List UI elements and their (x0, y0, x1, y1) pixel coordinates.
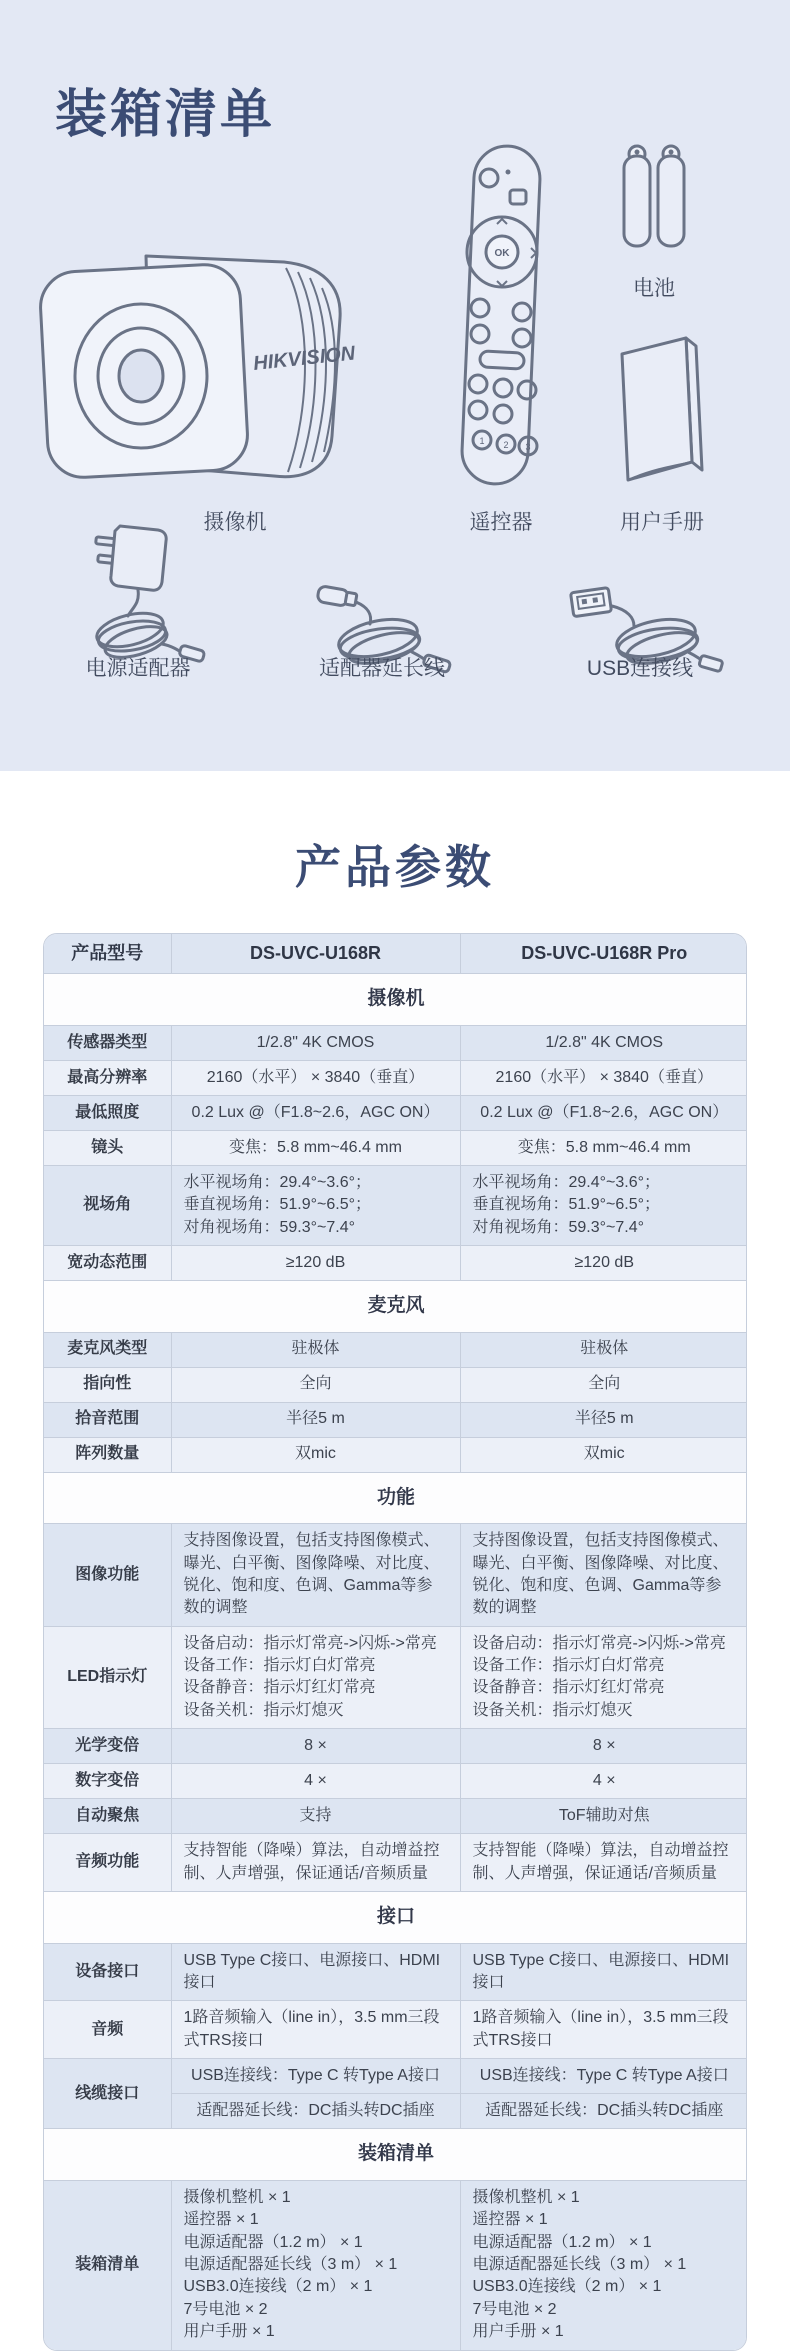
spec-value-col2: 摄像机整机 × 1 遥控器 × 1 电源适配器（1.2 m） × 1 电源适配器延长线（3 m） × 1 USB3.0连接线（2 m） × 1 7号电池 × 2 用户手册 × 1 (460, 2180, 747, 2349)
spec-value-col2: 全向 (460, 1367, 747, 1402)
table-row (44, 1729, 747, 1764)
spec-value-col2: 支持图像设置，包括支持图像模式、曝光、白平衡、图像降噪、对比度、锐化、饱和度、色调、Gamma等参数的调整 (460, 1524, 747, 1627)
spec-header-col1: DS-UVC-U168R (171, 934, 460, 974)
remote-key-1: 1 (479, 436, 485, 446)
packing-list-title: 装箱清单 (55, 86, 276, 144)
spec-value-col1: 设备启动：指示灯常亮->闪烁->常亮 设备工作：指示灯白灯常亮 设备静音：指示灯红灯常亮 设备关机：指示灯熄灭 (171, 1626, 460, 1729)
spec-row-label: 指向性 (44, 1367, 171, 1402)
power-adapter-illustration (58, 512, 210, 670)
spec-row-label: 光学变倍 (44, 1729, 171, 1764)
spec-row-label: 麦克风类型 (44, 1332, 171, 1367)
spec-row-label: 宽动态范围 (44, 1245, 171, 1280)
spec-value-col2: 1/2.8" 4K CMOS (460, 1025, 747, 1060)
spec-value-col2: ToF辅助对焦 (460, 1799, 747, 1834)
spec-row-label: 传感器类型 (44, 1025, 171, 1060)
spec-value-col1: USB Type C接口、电源接口、HDMI接口 (171, 1943, 460, 2001)
spec-value-col1: 双mic (171, 1437, 460, 1472)
spec-section-header: 装箱清单 (44, 2129, 747, 2181)
spec-row-label: 装箱清单 (44, 2180, 171, 2349)
remote-key-2: 2 (503, 440, 509, 450)
spec-row-label: 自动聚焦 (44, 1799, 171, 1834)
spec-value-col1: 全向 (171, 1367, 460, 1402)
spec-row-label: 视场角 (44, 1165, 171, 1245)
table-row (44, 1165, 747, 1245)
table-row (44, 1834, 747, 1892)
spec-row-label: LED指示灯 (44, 1626, 171, 1729)
spec-value-col2: 4 × (460, 1764, 747, 1799)
label-battery: 电池 (633, 277, 675, 300)
spec-value-col1: 4 × (171, 1764, 460, 1799)
spec-value-col2: 8 × (460, 1729, 747, 1764)
label-power-adapter: 电源适配器 (85, 657, 191, 680)
remote-key-3: 3 (525, 442, 531, 452)
specs-table-wrapper (43, 933, 747, 2351)
spec-value-col1: 支持 (171, 1799, 460, 1834)
table-row (44, 1764, 747, 1799)
spec-row-label: 音频功能 (44, 1834, 171, 1892)
table-row (44, 1332, 747, 1367)
spec-row-label: 图像功能 (44, 1524, 171, 1627)
spec-value-col1: 1路音频输入（line in），3.5 mm三段式TRS接口 (171, 2001, 460, 2059)
hikvision-logo: HIKVISION (252, 342, 357, 375)
spec-value-col1: 半径5 m (171, 1402, 460, 1437)
table-row (44, 1892, 747, 1944)
table-row (44, 1280, 747, 1332)
spec-value-col2: 设备启动：指示灯常亮->闪烁->常亮 设备工作：指示灯白灯常亮 设备静音：指示灯红灯常亮 设备关机：指示灯熄灭 (460, 1626, 747, 1729)
table-row (44, 1799, 747, 1834)
specs-title: 产品参数 (295, 841, 495, 893)
table-row (44, 1130, 747, 1165)
spec-value-col2: 半径5 m (460, 1402, 747, 1437)
spec-value-col1: 变焦：5.8 mm~46.4 mm (171, 1130, 460, 1165)
spec-row-label: 拾音范围 (44, 1402, 171, 1437)
spec-section-header: 摄像机 (44, 974, 747, 1026)
camera-illustration (28, 218, 396, 504)
table-row (44, 1367, 747, 1402)
spec-header-col2: DS-UVC-U168R Pro (460, 934, 747, 974)
table-row (44, 2180, 747, 2349)
table-row (44, 934, 747, 974)
spec-value-col2: 2160（水平） × 3840（垂直） (460, 1060, 747, 1095)
remote-ok-button-label: OK (494, 248, 510, 259)
spec-value-col1: 8 × (171, 1729, 460, 1764)
spec-header-label: 产品型号 (44, 934, 171, 974)
spec-value-col1: 支持智能（降噪）算法，自动增益控制、人声增强，保证通话/音频质量 (171, 1834, 460, 1892)
spec-value-col1: 0.2 Lux @（F1.8~2.6，AGC ON） (171, 1095, 460, 1130)
spec-value-col1: ≥120 dB (171, 1245, 460, 1280)
label-adapter-extension: 适配器延长线 (319, 657, 445, 680)
spec-row-label: 阵列数量 (44, 1437, 171, 1472)
spec-row-label: 最高分辨率 (44, 1060, 171, 1095)
spec-value-col1: 驻极体 (171, 1332, 460, 1367)
table-row (44, 2059, 747, 2094)
spec-value-col1: USB连接线：Type C 转Type A接口 (171, 2059, 460, 2094)
spec-value-col2: 双mic (460, 1437, 747, 1472)
label-camera: 摄像机 (203, 511, 267, 534)
spec-value-col2: 变焦：5.8 mm~46.4 mm (460, 1130, 747, 1165)
spec-row-label: 音频 (44, 2001, 171, 2059)
spec-value-col1: 2160（水平） × 3840（垂直） (171, 1060, 460, 1095)
table-row (44, 1524, 747, 1627)
table-row (44, 1025, 747, 1060)
packing-list-section (0, 0, 790, 771)
spec-row-label: 镜头 (44, 1130, 171, 1165)
table-row (44, 974, 747, 1026)
spec-value-col2: USB Type C接口、电源接口、HDMI接口 (460, 1943, 747, 2001)
spec-value-col2: 驻极体 (460, 1332, 747, 1367)
table-row (44, 1095, 747, 1130)
table-row (44, 2129, 747, 2181)
spec-section-header: 功能 (44, 1472, 747, 1524)
spec-value-col2: 水平视场角：29.4°~3.6°； 垂直视场角：51.9°~6.5°； 对角视场角：59.3°~7.4° (460, 1165, 747, 1245)
spec-value-col1: 支持图像设置，包括支持图像模式、曝光、白平衡、图像降噪、对比度、锐化、饱和度、色调、Gamma等参数的调整 (171, 1524, 460, 1627)
spec-value-col2: 适配器延长线：DC插头转DC插座 (460, 2094, 747, 2129)
table-row (44, 2001, 747, 2059)
spec-row-label: 最低照度 (44, 1095, 171, 1130)
table-row (44, 1437, 747, 1472)
spec-value-col2: 1路音频输入（line in），3.5 mm三段式TRS接口 (460, 2001, 747, 2059)
spec-row-label: 线缆接口 (44, 2059, 171, 2129)
spec-value-col1: 适配器延长线：DC插头转DC插座 (171, 2094, 460, 2129)
specs-table (44, 934, 747, 2350)
spec-section-header: 麦克风 (44, 1280, 747, 1332)
remote-illustration (448, 140, 554, 492)
batteries-illustration (618, 142, 690, 250)
specs-table-body (44, 934, 747, 2350)
spec-value-col1: 1/2.8" 4K CMOS (171, 1025, 460, 1060)
spec-value-col2: USB连接线：Type C 转Type A接口 (460, 2059, 747, 2094)
spec-value-col2: 支持智能（降噪）算法，自动增益控制、人声增强，保证通话/音频质量 (460, 1834, 747, 1892)
table-row (44, 1472, 747, 1524)
table-row (44, 1402, 747, 1437)
table-row (44, 1245, 747, 1280)
spec-value-col1: 水平视场角：29.4°~3.6°； 垂直视场角：51.9°~6.5°； 对角视场角：59.3°~7.4° (171, 1165, 460, 1245)
spec-value-col1: 摄像机整机 × 1 遥控器 × 1 电源适配器（1.2 m） × 1 电源适配器延长线（3 m） × 1 USB3.0连接线（2 m） × 1 7号电池 × 2 用户手册 × 1 (171, 2180, 460, 2349)
table-row (44, 1060, 747, 1095)
label-remote: 遥控器 (469, 511, 533, 534)
spec-value-col2: ≥120 dB (460, 1245, 747, 1280)
label-manual: 用户手册 (620, 511, 704, 534)
label-usb-cable: USB连接线 (586, 657, 694, 680)
spec-value-col2: 0.2 Lux @（F1.8~2.6，AGC ON） (460, 1095, 747, 1130)
table-row (44, 1943, 747, 2001)
spec-row-label: 设备接口 (44, 1943, 171, 2001)
spec-section-header: 接口 (44, 1892, 747, 1944)
spec-row-label: 数字变倍 (44, 1764, 171, 1799)
manual-illustration (610, 330, 706, 498)
table-row (44, 1626, 747, 1729)
